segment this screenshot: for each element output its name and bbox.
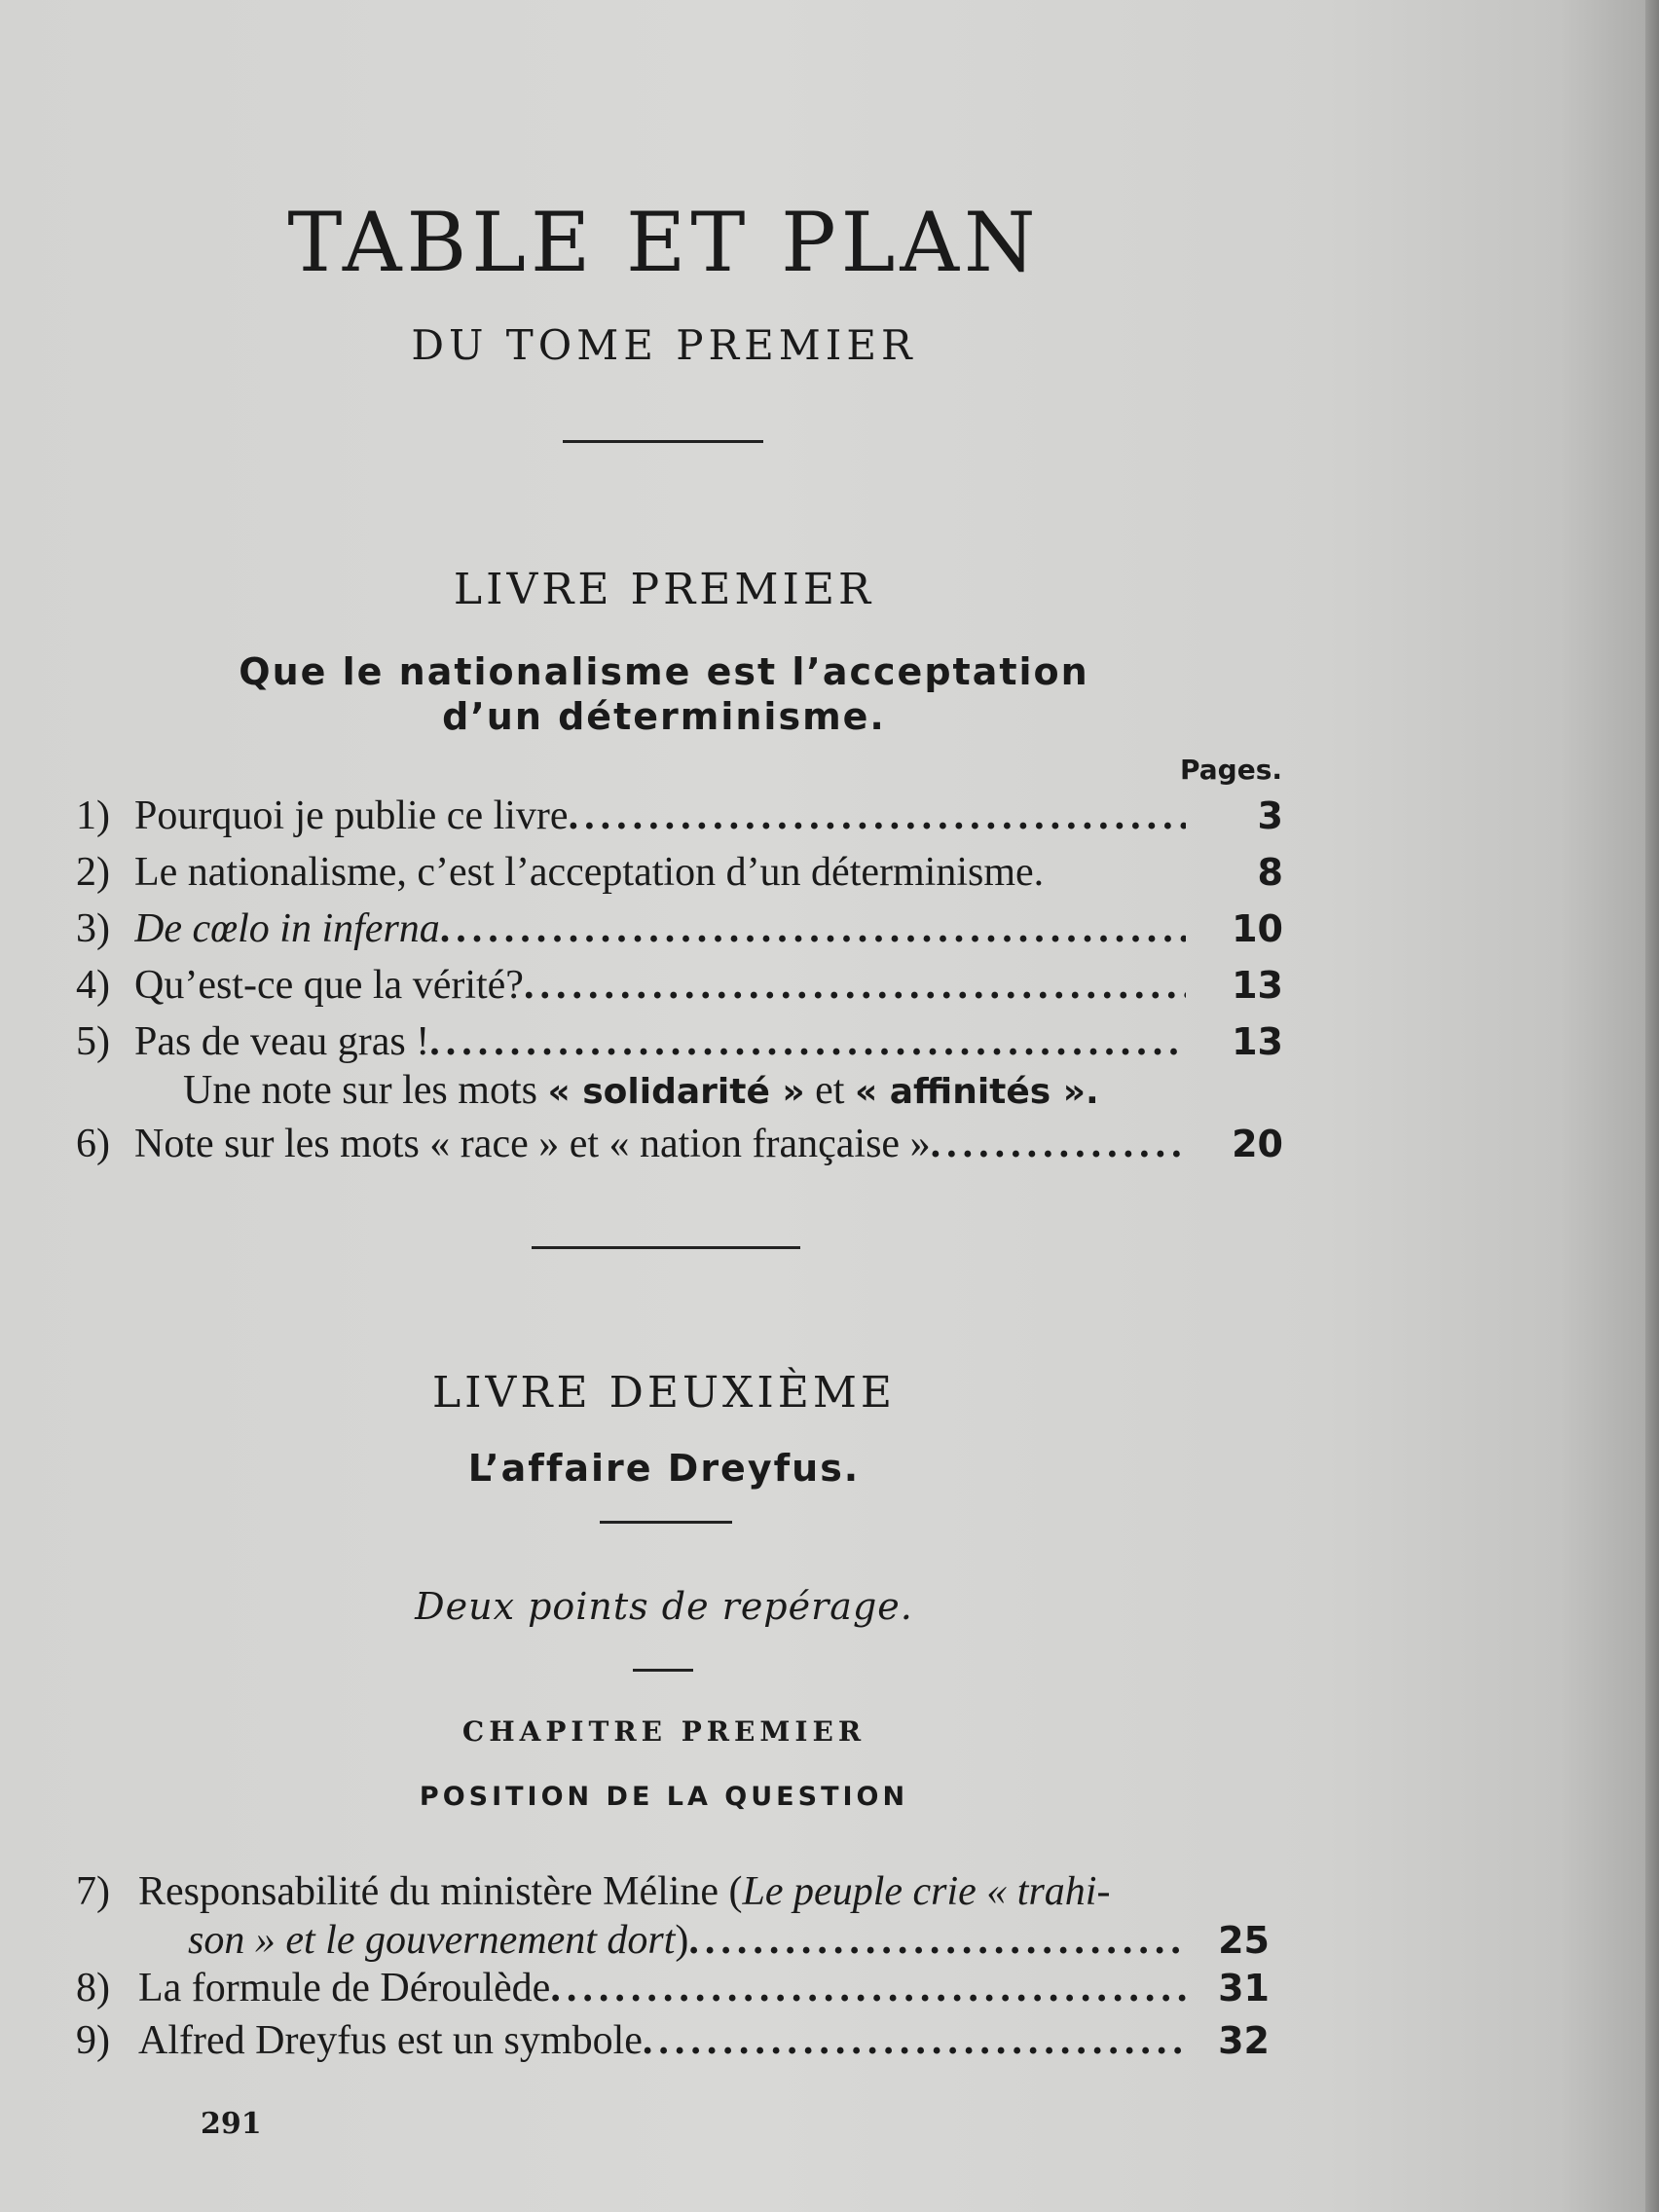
page-number: 291 [201, 2107, 262, 2141]
livre-deuxieme-subtitle: L’affaire Dreyfus. [467, 1447, 861, 1490]
divider [600, 1521, 732, 1524]
entry-page: 8 [1257, 851, 1283, 894]
entry-page: 31 [1218, 1967, 1270, 2009]
entry-title: ) [675, 1918, 689, 1963]
divider [633, 1669, 693, 1672]
entry-title: Pourquoi je publie ce livre [134, 793, 569, 838]
dot-leader [931, 1120, 1186, 1168]
entry-number: 2) [76, 850, 110, 895]
page-title: TABLE ET PLAN [287, 195, 1041, 290]
page-subtitle: DU TOME PREMIER [411, 321, 917, 369]
entry-title-italic: Le peuple crie « trahi- [742, 1869, 1111, 1914]
dot-leader [688, 1916, 1186, 1965]
note-text: Une note sur les mots [183, 1068, 548, 1113]
entry-number: 4) [76, 963, 110, 1008]
dot-leader [569, 792, 1186, 840]
entry-number: 8) [76, 1966, 110, 2010]
entry-note [183, 1067, 1099, 1114]
entry-title: Alfred Dreyfus est un symbole [138, 2018, 643, 2063]
chapter-title: POSITION DE LA QUESTION [419, 1782, 909, 1812]
entry-page: 10 [1232, 907, 1283, 950]
dot-leader [440, 904, 1186, 953]
entry-page: 13 [1232, 964, 1283, 1007]
dot-leader [429, 1017, 1186, 1066]
note-text: et [804, 1068, 855, 1113]
livre-premier-subtitle-2: d’un déterminisme. [442, 695, 886, 738]
pages-column-label: Pages. [1180, 754, 1282, 786]
dot-leader [643, 2016, 1186, 2065]
entry-title: La formule de Déroulède [138, 1966, 551, 2010]
entry-number: 7) [76, 1869, 110, 1914]
entry-number: 1) [76, 793, 110, 838]
entry-number: 6) [76, 1122, 110, 1166]
entry-title: Qu’est-ce que la vérité? [134, 963, 524, 1008]
entry-page: 32 [1218, 2019, 1270, 2062]
entry-title: Le nationalisme, c’est l’acceptation d’un déterminisme. [134, 850, 1045, 895]
toc-entry[interactable] [76, 1867, 1283, 1965]
livre-premier-heading: LIVRE PREMIER [453, 565, 875, 614]
entry-number: 3) [76, 906, 110, 951]
entry-page: 3 [1257, 794, 1283, 837]
livre-premier-subtitle-1: Que le nationalisme est l’acceptation [239, 650, 1089, 693]
entry-page: 13 [1232, 1020, 1283, 1063]
entry-page: 25 [1218, 1919, 1270, 1962]
dot-leader [550, 1964, 1186, 2012]
entry-title: Responsabilité du ministère Méline ( [138, 1869, 743, 1914]
divider [532, 1246, 800, 1249]
entry-number: 5) [76, 1019, 110, 1064]
entry-title: Note sur les mots « race » et « nation française » [134, 1122, 931, 1166]
entry-title: De cœlo in inferna [134, 906, 440, 951]
entry-number: 9) [76, 2018, 110, 2063]
note-quote: « affinités ». [854, 1072, 1099, 1112]
livre-deuxieme-heading: LIVRE DEUXIÈME [431, 1368, 897, 1418]
entry-title-italic: son » et le gouvernement dort [188, 1918, 676, 1963]
divider [563, 440, 763, 443]
entry-page: 20 [1232, 1123, 1283, 1165]
chapter-heading: CHAPITRE PREMIER [461, 1715, 866, 1748]
note-quote: « solidarité » [547, 1072, 805, 1112]
dot-leader [524, 961, 1186, 1010]
section-heading: Deux points de repérage. [415, 1585, 913, 1628]
entry-title: Pas de veau gras ! [134, 1019, 430, 1064]
